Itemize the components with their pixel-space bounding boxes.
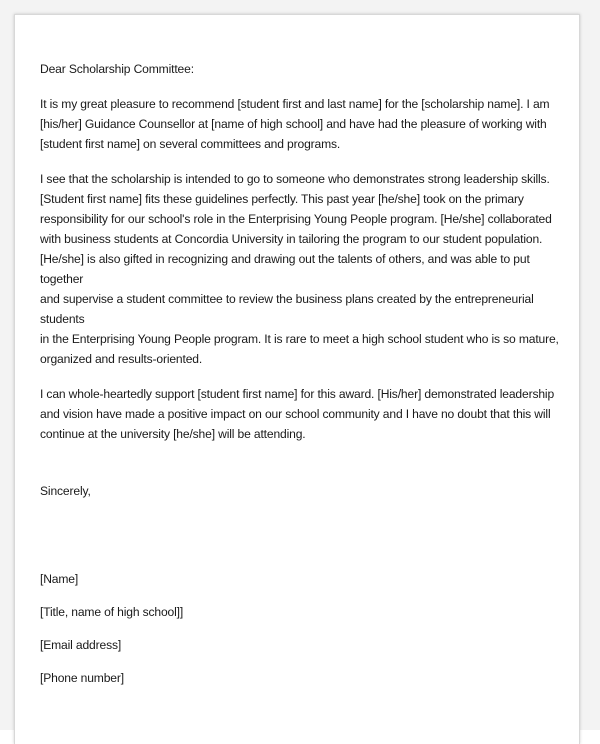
paragraph-line: continue at the university [he/she] will be attending. <box>40 427 306 441</box>
paragraph-line: with business students at Concordia University in tailoring the program to our student population. <box>40 232 543 246</box>
letter-page <box>14 14 580 744</box>
paragraph-line: [He/she] is also gifted in recognizing and drawing out the talents of others, and was able to put together <box>40 252 530 286</box>
paragraph-line: organized and results-oriented. <box>40 352 203 366</box>
paragraph-line: I can whole-heartedly support [student first name] for this award. [His/her] demonstrated leadership <box>40 387 555 401</box>
paragraph-1 <box>40 94 570 154</box>
paragraph-line: in the Enterprising Young People program. It is rare to meet a high school student who is so mature, <box>40 332 559 346</box>
paragraph-line: [student first name] on several committees and programs. <box>40 137 341 151</box>
closing: Sincerely, <box>40 484 91 498</box>
paragraph-line: and supervise a student committee to review the business plans created by the entrepreneurial students <box>40 292 534 326</box>
signature-phone: [Phone number] <box>40 671 124 685</box>
paragraph-3 <box>40 384 570 444</box>
paragraph-2 <box>40 169 570 369</box>
paragraph-line: [Student first name] fits these guidelines perfectly. This past year [he/she] took on the primary <box>40 192 524 206</box>
signature-title: [Title, name of high school]] <box>40 605 184 619</box>
salutation: Dear Scholarship Committee: <box>40 62 194 76</box>
letter-body <box>40 59 570 501</box>
paragraph-line: [his/her] Guidance Counsellor at [name of high school] and have had the pleasure of working with <box>40 117 547 131</box>
signature-name: [Name] <box>40 572 79 586</box>
signature-email: [Email address] <box>40 638 122 652</box>
paragraph-line: I see that the scholarship is intended to go to someone who demonstrates strong leadership skills. <box>40 172 550 186</box>
signature-block <box>40 569 183 701</box>
paragraph-line: responsibility for our school's role in the Enterprising Young People program. [He/she] collaborated <box>40 212 552 226</box>
paragraph-line: and vision have made a positive impact on our school community and I have no doubt that this will <box>40 407 551 421</box>
paragraph-line: It is my great pleasure to recommend [student first and last name] for the [scholarship name]. I am <box>40 97 550 111</box>
